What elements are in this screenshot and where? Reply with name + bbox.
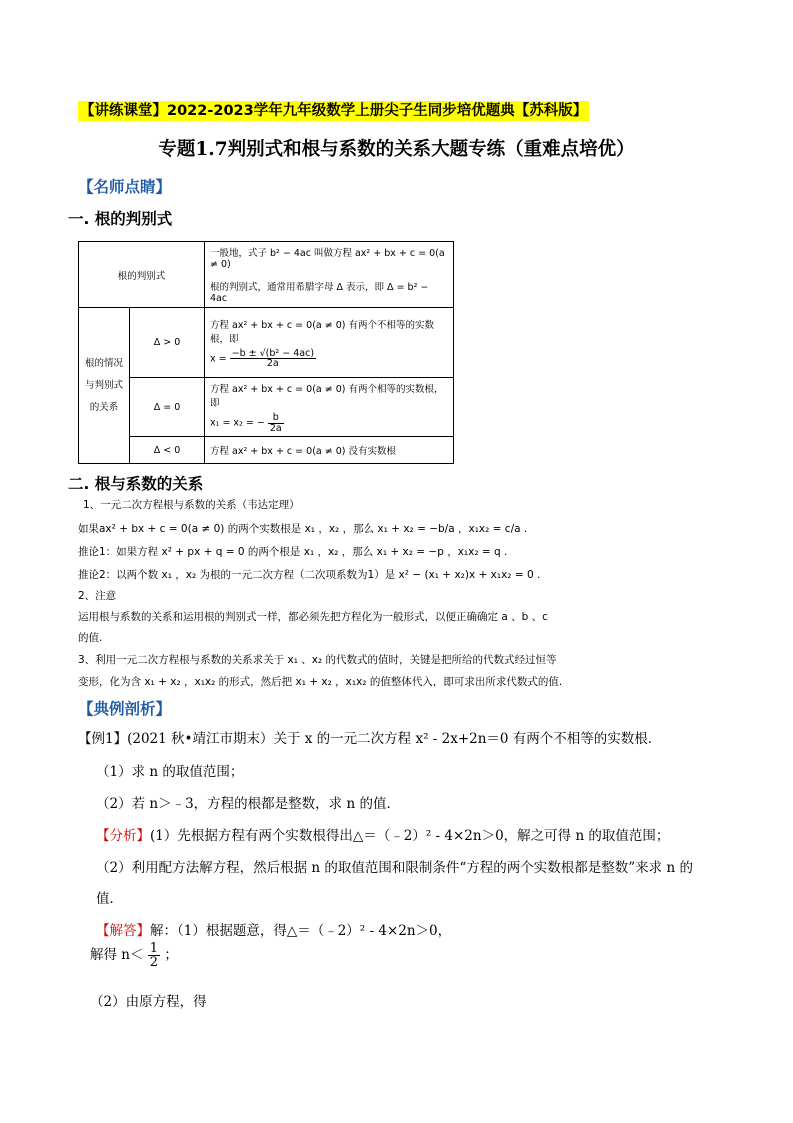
vieta-line: 推论2：以两个数 x₁ ，x₂ 为根的一元二次方程（二次项系数为1）是 x² − (x₁ + x₂)x + x₁x₂ = 0 . <box>78 569 541 581</box>
page-title: 专题1.7判别式和根与系数的关系大题专练（重难点培优） <box>158 139 635 160</box>
analysis-line: 值． <box>96 891 123 907</box>
analysis-tag: 【分析】 <box>96 828 150 844</box>
vieta-line: 的值. <box>78 632 103 644</box>
solution-line: （2）由原方程，得 <box>90 994 207 1010</box>
analysis-line: 【分析】(1）先根据方程有两个实数根得出△＝（﹣2）² - 4×2n＞0，解之可得 n 的取值范围； <box>96 828 670 844</box>
table-cell-condition: Δ = 0 <box>130 378 205 437</box>
vieta-line: 运用根与系数的关系和运用根的判别式一样，都必须先把方程化为一般形式，以便正确确定 a 、b 、c <box>78 611 548 623</box>
section-examples: 【典例剖析】 <box>78 700 172 718</box>
example-part-2: （2）若 n＞﹣3，方程的根都是整数，求 n 的值． <box>96 796 400 812</box>
table-cell-result: 方程 ax² + bx + c = 0(a ≠ 0) 有两个相等的实数根，即 x₁ = x₂ = − $\frac{b}{2a}$ <box>205 378 454 437</box>
table-cell-condition: Δ > 0 <box>130 308 205 378</box>
vieta-line: 如果ax² + bx + c = 0(a ≠ 0) 的两个实数根是 x₁ ，x₂ ，那么 x₁ + x₂ = −b/a ，x₁x₂ = c/a . <box>78 523 528 535</box>
solution-line: 【解答】解：（1）根据题意，得△＝（﹣2）² - 4×2n＞0， <box>96 923 452 939</box>
solution-line: 解得 n＜ $\frac{1}{2}$ ； <box>90 941 178 970</box>
table-cell-result: 方程 ax² + bx + c = 0(a ≠ 0) 没有实数根 <box>205 437 454 464</box>
discriminant-table <box>78 241 454 464</box>
analysis-line: （2）利用配方法解方程，然后根据 n 的取值范围和限制条件“方程的两个实数根都是整数”来求 n 的 <box>96 860 693 876</box>
table-cell-group-label: 根的情况 与判别式 的关系 <box>79 308 130 464</box>
table-cell-condition: Δ < 0 <box>130 437 205 464</box>
table-cell-label: 根的判别式 <box>79 242 205 308</box>
vieta-line: 1、一元二次方程根与系数的关系（韦达定理） <box>83 499 300 511</box>
vieta-line: 2、注意 <box>78 590 117 602</box>
table-cell-definition: 一般地，式子 b² − 4ac 叫做方程 ax² + bx + c = 0(a ≠ 0) 根的判别式，通常用希腊字母 Δ 表示，即 Δ = b² − 4ac <box>205 242 454 308</box>
vieta-line: 3、利用一元二次方程根与系数的关系求关于 x₁ 、x₂ 的代数式的值时，关键是把所给的代数式经过恒等 <box>78 654 557 666</box>
vieta-line: 变形，化为含 x₁ + x₂ ，x₁x₂ 的形式，然后把 x₁ + x₂ ，x₁x₂ 的值整体代入，即可求出所求代数式的值. <box>78 676 563 688</box>
header-banner: 【讲练课堂】2022-2023学年九年级数学上册尖子生同步培优题典【苏科版】 <box>80 103 588 119</box>
table-cell-result: 方程 ax² + bx + c = 0(a ≠ 0) 有两个不相等的实数根，即 x = $\frac{\text{−b ± √(b² − 4ac)}}{2a}$ <box>205 308 454 378</box>
example-part-1: （1）求 n 的取值范围； <box>96 764 244 780</box>
solution-tag: 【解答】 <box>96 923 150 939</box>
section-teacher-tips: 【名师点睛】 <box>78 178 172 196</box>
vieta-line: 推论1：如果方程 x² + px + q = 0 的两个根是 x₁ ，x₂ ，那么 x₁ + x₂ = −p ，x₁x₂ = q . <box>78 546 508 558</box>
section-discriminant-heading: 一. 根的判别式 <box>68 210 173 228</box>
example-question: 【例1】(2021 秋•靖江市期末）关于 x 的一元二次方程 x² - 2x+2n＝0 有两个不相等的实数根． <box>78 731 662 747</box>
section-vieta-heading: 二. 根与系数的关系 <box>68 475 204 493</box>
